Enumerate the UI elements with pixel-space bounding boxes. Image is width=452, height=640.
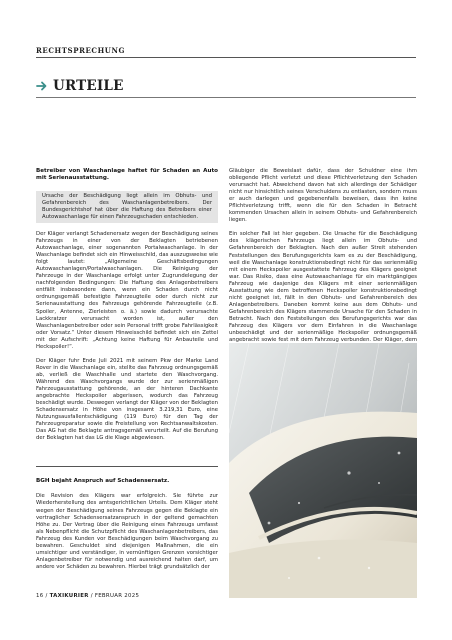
paragraph: Gläubiger die Beweislast dafür, dass der Schuldner eine ihm obliegende Pflicht verletzt und diese Pflichtverletzung den Schaden verursacht hat. Abweichend davon hat sich allerdings der Schädiger nicht nur hinsichtlich seines Verschuldens zu entlasten, sondern muss er auch darlegen und gegebenenfalls beweisen, dass ihn keine Pflichtverletzung trifft, wenn die für den Schaden in Betracht kommenden Ursachen allein in seinem Obhuts- und Gefahrenbereich liegen. xyxy=(229,168,417,224)
paragraph: Die Revision des Klägers war erfolgreich. Sie führte zur Wiederherstellung des amtsgerichtlichen Urteils. Dem Kläger steht wegen der Beschädigung seines Fahrzeugs gegen die Beklagte ein vertraglicher Schadensersatzanspruch in der geltend gemachten Höhe zu. Der Vertrag über die Reinigung eines Fahrzeugs umfasst als Nebenpflicht die Schutzpflicht des Waschanlagenbetreibers, das Fahrzeug des Kunden vor Beschädigungen beim Waschvorgang zu bewahren. Geschuldet sind diejenigen Maßnahmen, die ein umsichtiger und verständiger, in vernünftigen Grenzen vorsichtiger Anlagenbetreiber für notwendig und ausreichend halten darf, um andere vor Schäden zu bewahren. Hierbei trägt grundsätzlich der xyxy=(36,493,218,570)
issue-date: FEBRUAR 2025 xyxy=(94,593,140,599)
subsection-lead: BGH bejaht Anspruch auf Schadensersatz. xyxy=(36,478,170,484)
summary-text: Ursache der Beschädigung liegt allein im Obhuts- und Gefahrenbereich des Waschanlagenbetreibers. Der Bundesgerichtshof hat über die Haftung des Betreibers einer Autowaschanlage für einen Fahrzeugschaden entschieden. xyxy=(42,192,212,220)
summary-box xyxy=(36,191,218,223)
article-lead: Betreiber von Waschanlage haftet für Schaden an Auto mit Serienausstattung. xyxy=(36,168,218,182)
footer-separator: / xyxy=(90,593,95,599)
left-column xyxy=(36,168,218,449)
car-wash-image xyxy=(229,343,417,598)
magazine-name: TAXIKURIER xyxy=(49,593,89,599)
arrow-right-icon xyxy=(36,80,48,92)
article-heading xyxy=(36,78,124,94)
paragraph: Der Kläger verlangt Schadenersatz wegen der Beschädigung seines Fahrzeugs in einer von der Beklagten betriebenen Autowaschanlage, einer sogenannten Portalwaschanlage. In der Waschanlage befindet sich ein Hinweisschild, das auszugsweise wie folgt lautet: „Allgemeine Geschäftsbedingungen Autowaschanlagen/Portalwaschanlagen. Die Reinigung der Fahrzeuge in der Waschanlage erfolgt unter Zugrundelegung der nachfolgenden Bedingungen: Die Haftung des Anlagenbetreibers entfällt insbesondere dann, wenn ein Schaden durch nicht ordnungsgemäß befestigte Fahrzeugteile oder durch nicht zur Serienausstattung des Fahrzeugs gehörende Fahrzeugteile (z.B. Spoiler, Antenne, Zierleisten o. ä.) sowie dadurch verursachte Lackkratzer verursacht worden ist, außer den Waschanlagenbetreiber oder sein Personal trifft grobe Fahrlässigkeit oder Vorsatz.“ Unter diesem Hinweisschild befindet sich ein Zettel mit der Aufschrift: „Achtung keine Haftung für Anbauteile und Heckspoiler!“. xyxy=(36,231,218,350)
paragraph: Ein solcher Fall ist hier gegeben. Die Ursache für die Beschädigung des klägerischen Fahrzeugs liegt allein im Obhuts- und Gefahrenbereich der Beklagten. Nach den außer Streit stehenden Feststellungen des Berufungsgerichts kam es zu der Beschädigung, weil die Waschanlage konstruktionsbedingt nicht für das serienmäßig mit einem Heckspoiler ausgestattete Fahrzeug des Klägers geeignet war. Das Risiko, dass eine Autowaschanlage für ein marktgängiges Fahrzeug wie dasjenige des Klägers mit einer serienmäßigen Ausstattung wie dem betroffenen Heckspoiler konstruktionsbedingt nicht geeignet ist, fällt in den Obhuts- und Gefahrenbereich des Anlagenbetreibers. Daneben kommt keine aus dem Obhuts- und Gefahrenbereich des Klägers stammende Ursache für den Schaden in Betracht. Nach den Feststellungen des Berufungsgerichts war das Fahrzeug des Klägers vor dem Einfahren in die Waschanlage unbeschädigt und der serienmäßige Heckspoiler ordnungsgemäß angebracht sowie fest mit dem Fahrzeug verbunden. Der Kläger, dem xyxy=(229,231,417,344)
page-number: 16 xyxy=(36,593,44,599)
paragraph: Der Kläger fuhr Ende Juli 2021 mit seinem Pkw der Marke Land Rover in die Waschanlage ein, stellte das Fahrzeug ordnungsgemäß ab, verließ die Waschhalle und startete den Waschvorgang. Während des Waschvorgangs wurde der zur serienmäßigen Fahrzeugausstattung gehörende, an der hinteren Dachkante angebrachte Heckspoiler abgerissen, wodurch das Fahrzeug beschädigt wurde. Deswegen verlangt der Kläger von der Beklagten Schadensersatz in Höhe von insgesamt 3.219,31 Euro, eine Nutzungsausfallentschädigung (119 Euro) für den Tag der Fahrzeugreparatur sowie die Freistellung von Rechtsanwaltskosten. Das AG hat die Beklagte antragsgemäß verurteilt. Auf die Berufung der Beklagten hat das LG die Klage abgewiesen. xyxy=(36,357,218,442)
bottom-left-column xyxy=(36,478,218,578)
subsection-divider xyxy=(36,466,218,467)
section-label: RECHTSPRECHUNG xyxy=(36,46,126,55)
page-footer xyxy=(36,593,139,599)
footer-separator: / xyxy=(45,593,50,599)
page-title: URTEILE xyxy=(53,78,124,94)
car-wash-photo xyxy=(229,343,417,598)
heading-divider xyxy=(36,97,416,98)
section-divider xyxy=(36,57,416,58)
